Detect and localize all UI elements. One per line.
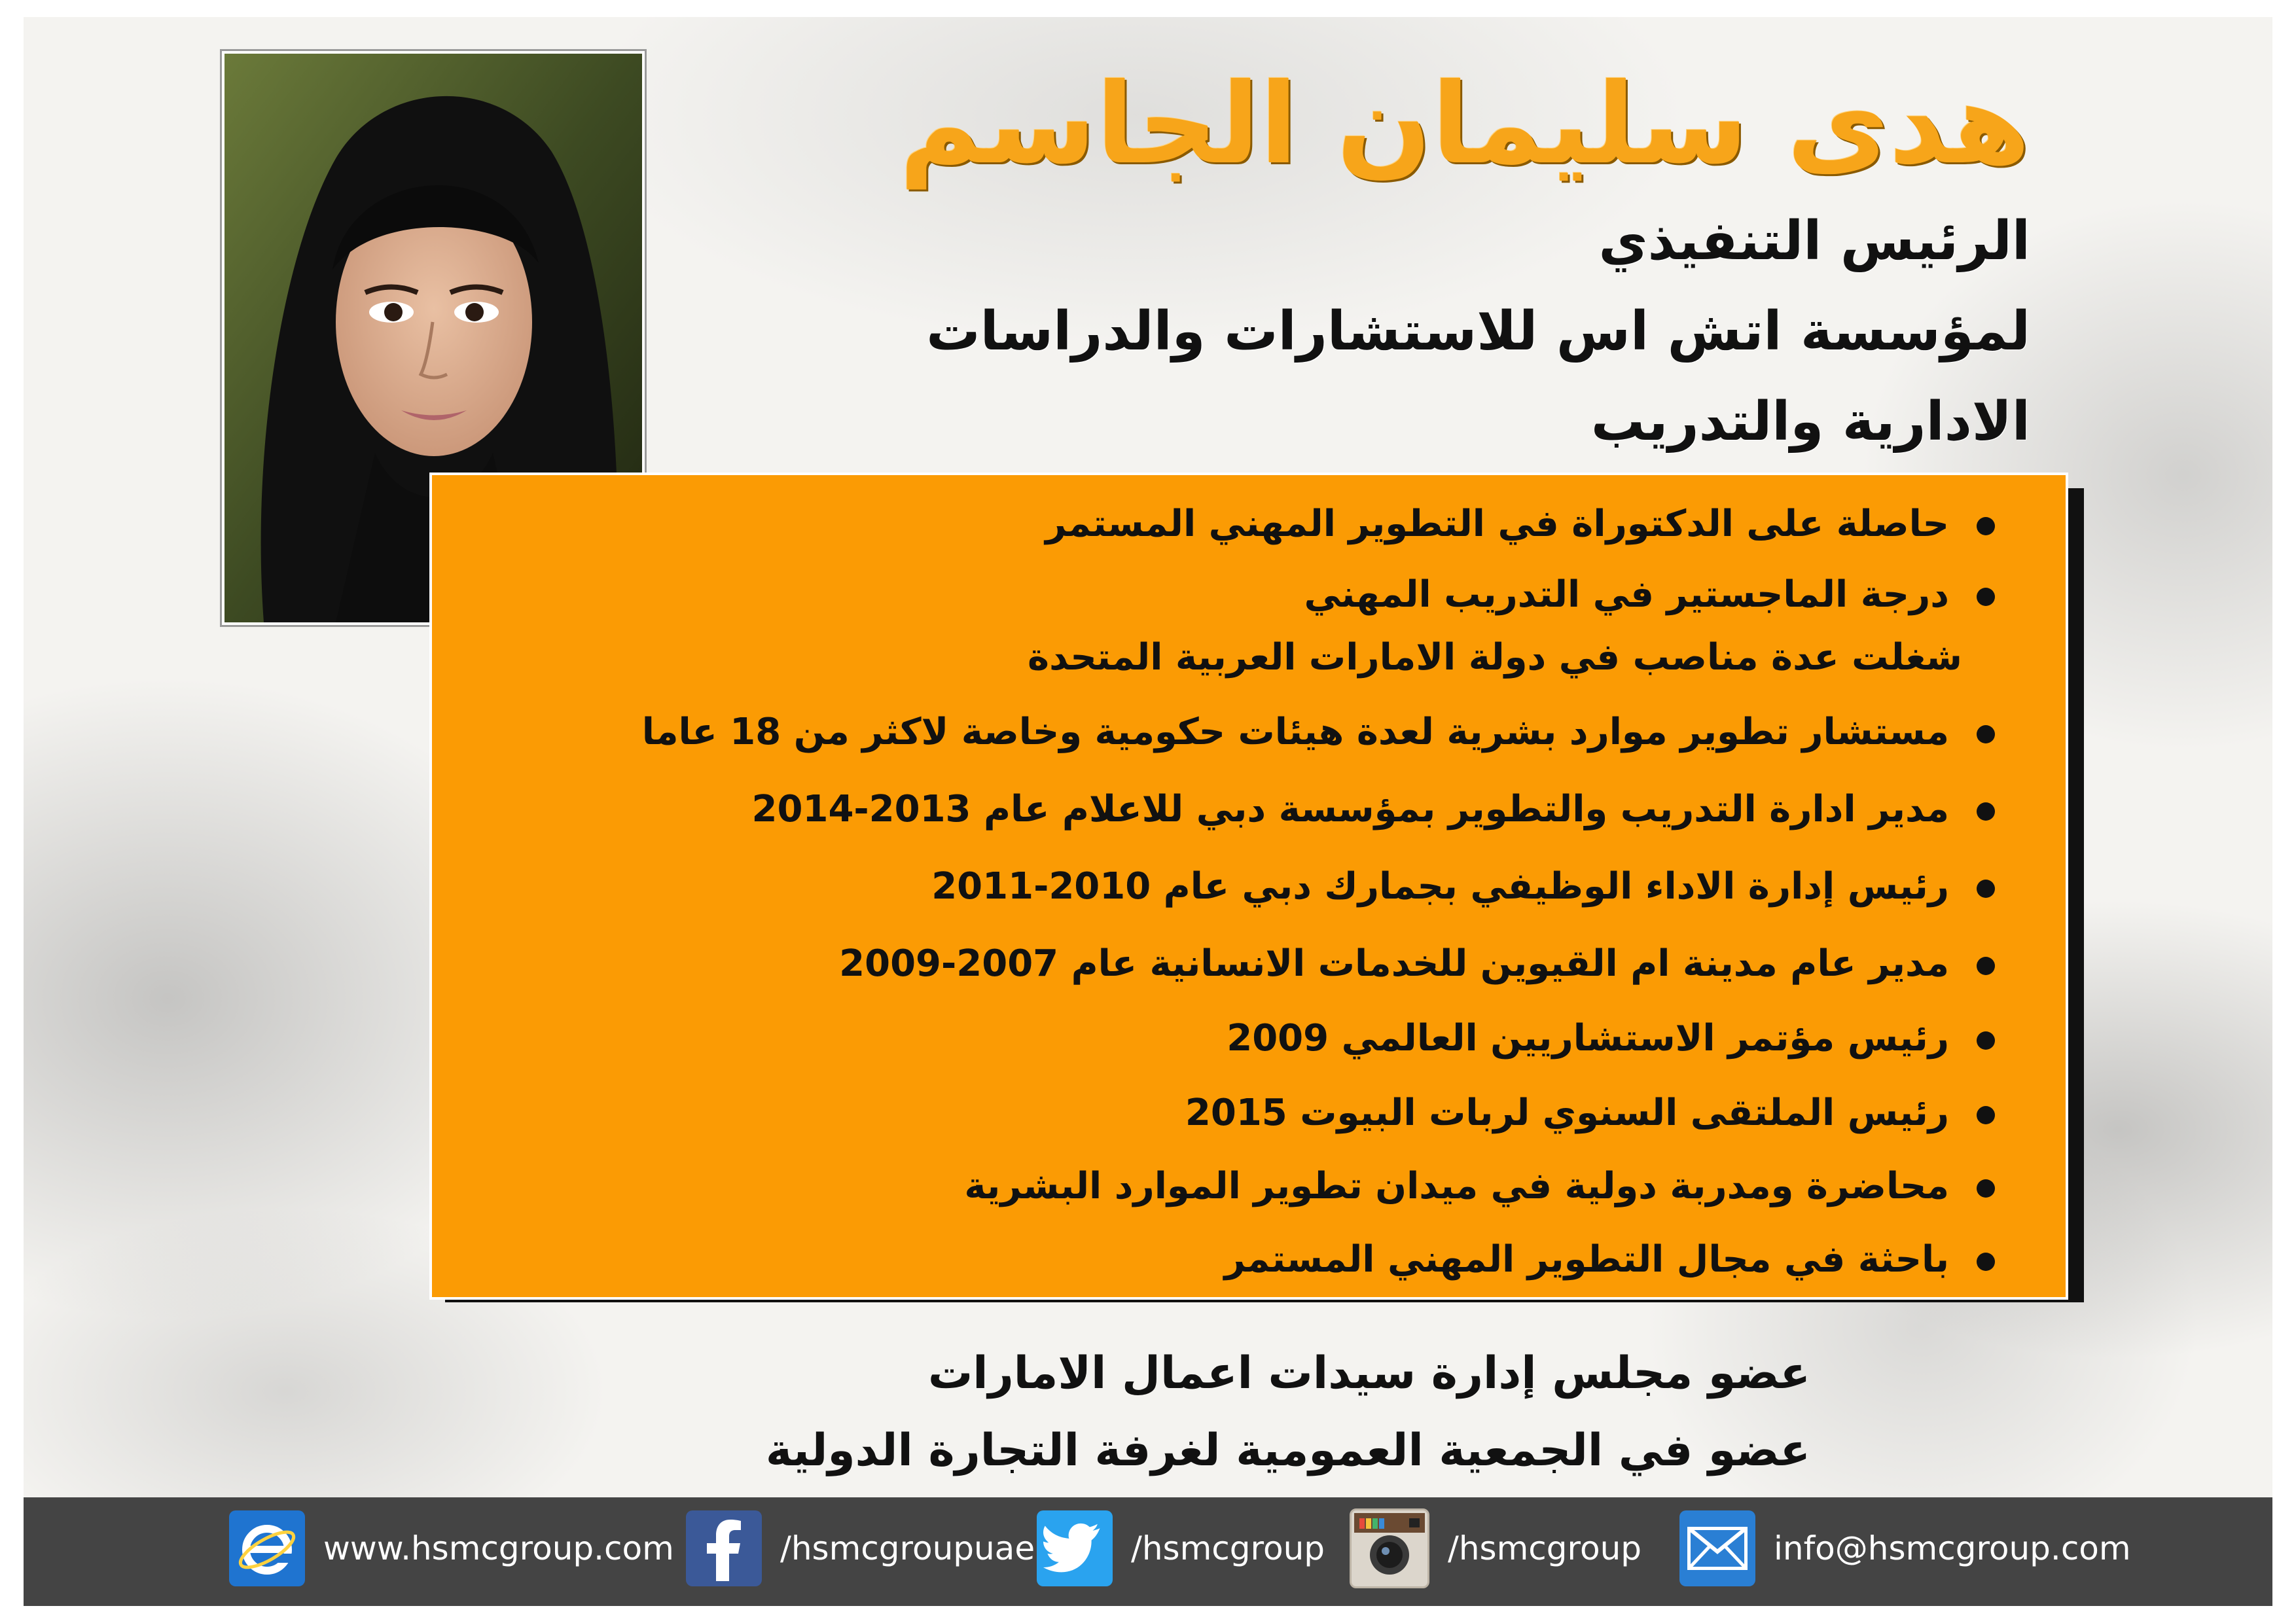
title-line: الرئيس التنفيذي: [1598, 210, 2030, 272]
email-contact[interactable]: [1679, 1509, 2131, 1588]
memberships: [370, 1335, 1810, 1489]
internet-explorer-icon: [229, 1510, 305, 1586]
person-name: هدى سليمان الجاسم: [899, 60, 2030, 189]
list-item-text: محاضرة ومدربة دولية في ميدان تطوير الموارد البشرية: [964, 1165, 1949, 1207]
list-item-text: رئيس إدارة الاداء الوظيفي بجمارك دبي عام 2010-2011: [931, 865, 1949, 908]
twitter-handle[interactable]: /hsmcgroup: [1131, 1529, 1325, 1567]
list-item-text: رئيس الملتقى السنوي لربات البيوت 2015: [1185, 1092, 1949, 1134]
list-item-text: درجة الماجستير في التدريب المهني: [1304, 573, 1949, 616]
facebook-contact[interactable]: [686, 1509, 1035, 1588]
bullet-icon: [1977, 1179, 1995, 1198]
list-item-text: باحثة في مجال التطوير المهني المستمر: [1224, 1238, 1949, 1281]
list-item: [444, 709, 2001, 755]
mail-icon: [1679, 1510, 1755, 1586]
bullet-icon: [1977, 957, 1995, 975]
list-item: [444, 864, 2001, 910]
email-link[interactable]: info@hsmcgroup.com: [1774, 1529, 2131, 1567]
bullet-icon: [1977, 1253, 1995, 1271]
bullet-icon: [1977, 880, 1995, 898]
twitter-contact[interactable]: [1037, 1509, 1325, 1588]
instagram-icon: [1350, 1508, 1429, 1588]
website-link[interactable]: www.hsmcgroup.com: [323, 1529, 674, 1567]
membership-line: عضو في الجمعية العمومية لغرفة التجارة الدولية: [765, 1425, 1810, 1476]
title-line: لمؤسسة اتش اس للاستشارات والدراسات: [926, 300, 2030, 363]
list-item-text: مدير ادارة التدريب والتطوير بمؤسسة دبي للاعلام عام 2013-2014: [751, 788, 1949, 830]
facebook-icon: [686, 1510, 762, 1586]
list-item: [444, 941, 2001, 987]
bullet-icon: [1977, 1106, 1995, 1124]
list-item-text: رئيس مؤتمر الاستشاريين العالمي 2009: [1227, 1017, 1949, 1060]
title-line: الادارية والتدريب: [1590, 391, 2030, 453]
list-item: [444, 635, 2001, 681]
list-item-text: حاصلة على الدكتوراة في التطوير المهني المستمر: [1045, 503, 1949, 545]
twitter-icon: [1037, 1510, 1113, 1586]
membership-line: عضو مجلس إدارة سيدات اعمال الامارات: [927, 1347, 1810, 1399]
facebook-handle[interactable]: /hsmcgroupuae: [780, 1529, 1035, 1567]
list-item: [444, 501, 2001, 547]
list-item-text: شغلت عدة مناصب في دولة الامارات العربية المتحدة: [1028, 636, 1962, 679]
instagram-handle[interactable]: /hsmcgroup: [1448, 1529, 1641, 1567]
bullet-icon: [1977, 588, 1995, 606]
bullet-icon: [1977, 725, 1995, 743]
list-item-text: مستشار تطوير موارد بشرية لعدة هيئات حكومية وخاصة لاكثر من 18 عاما: [641, 711, 1949, 753]
list-item: [444, 572, 2001, 618]
list-item: [444, 787, 2001, 832]
list-item: [444, 1237, 2001, 1283]
bullet-icon: [1977, 802, 1995, 821]
list-item-text: مدير عام مدينة ام القيوين للخدمات الانسانية عام 2007-2009: [839, 942, 1949, 985]
list-item: [444, 1016, 2001, 1061]
achievements-list: [444, 497, 2001, 1283]
website-contact[interactable]: [229, 1509, 674, 1588]
list-item: [444, 1090, 2001, 1136]
list-item: [444, 1164, 2001, 1209]
bullet-icon: [1977, 1031, 1995, 1050]
bullet-icon: [1977, 517, 1995, 535]
job-title: [852, 196, 2030, 467]
instagram-contact[interactable]: [1350, 1509, 1641, 1588]
